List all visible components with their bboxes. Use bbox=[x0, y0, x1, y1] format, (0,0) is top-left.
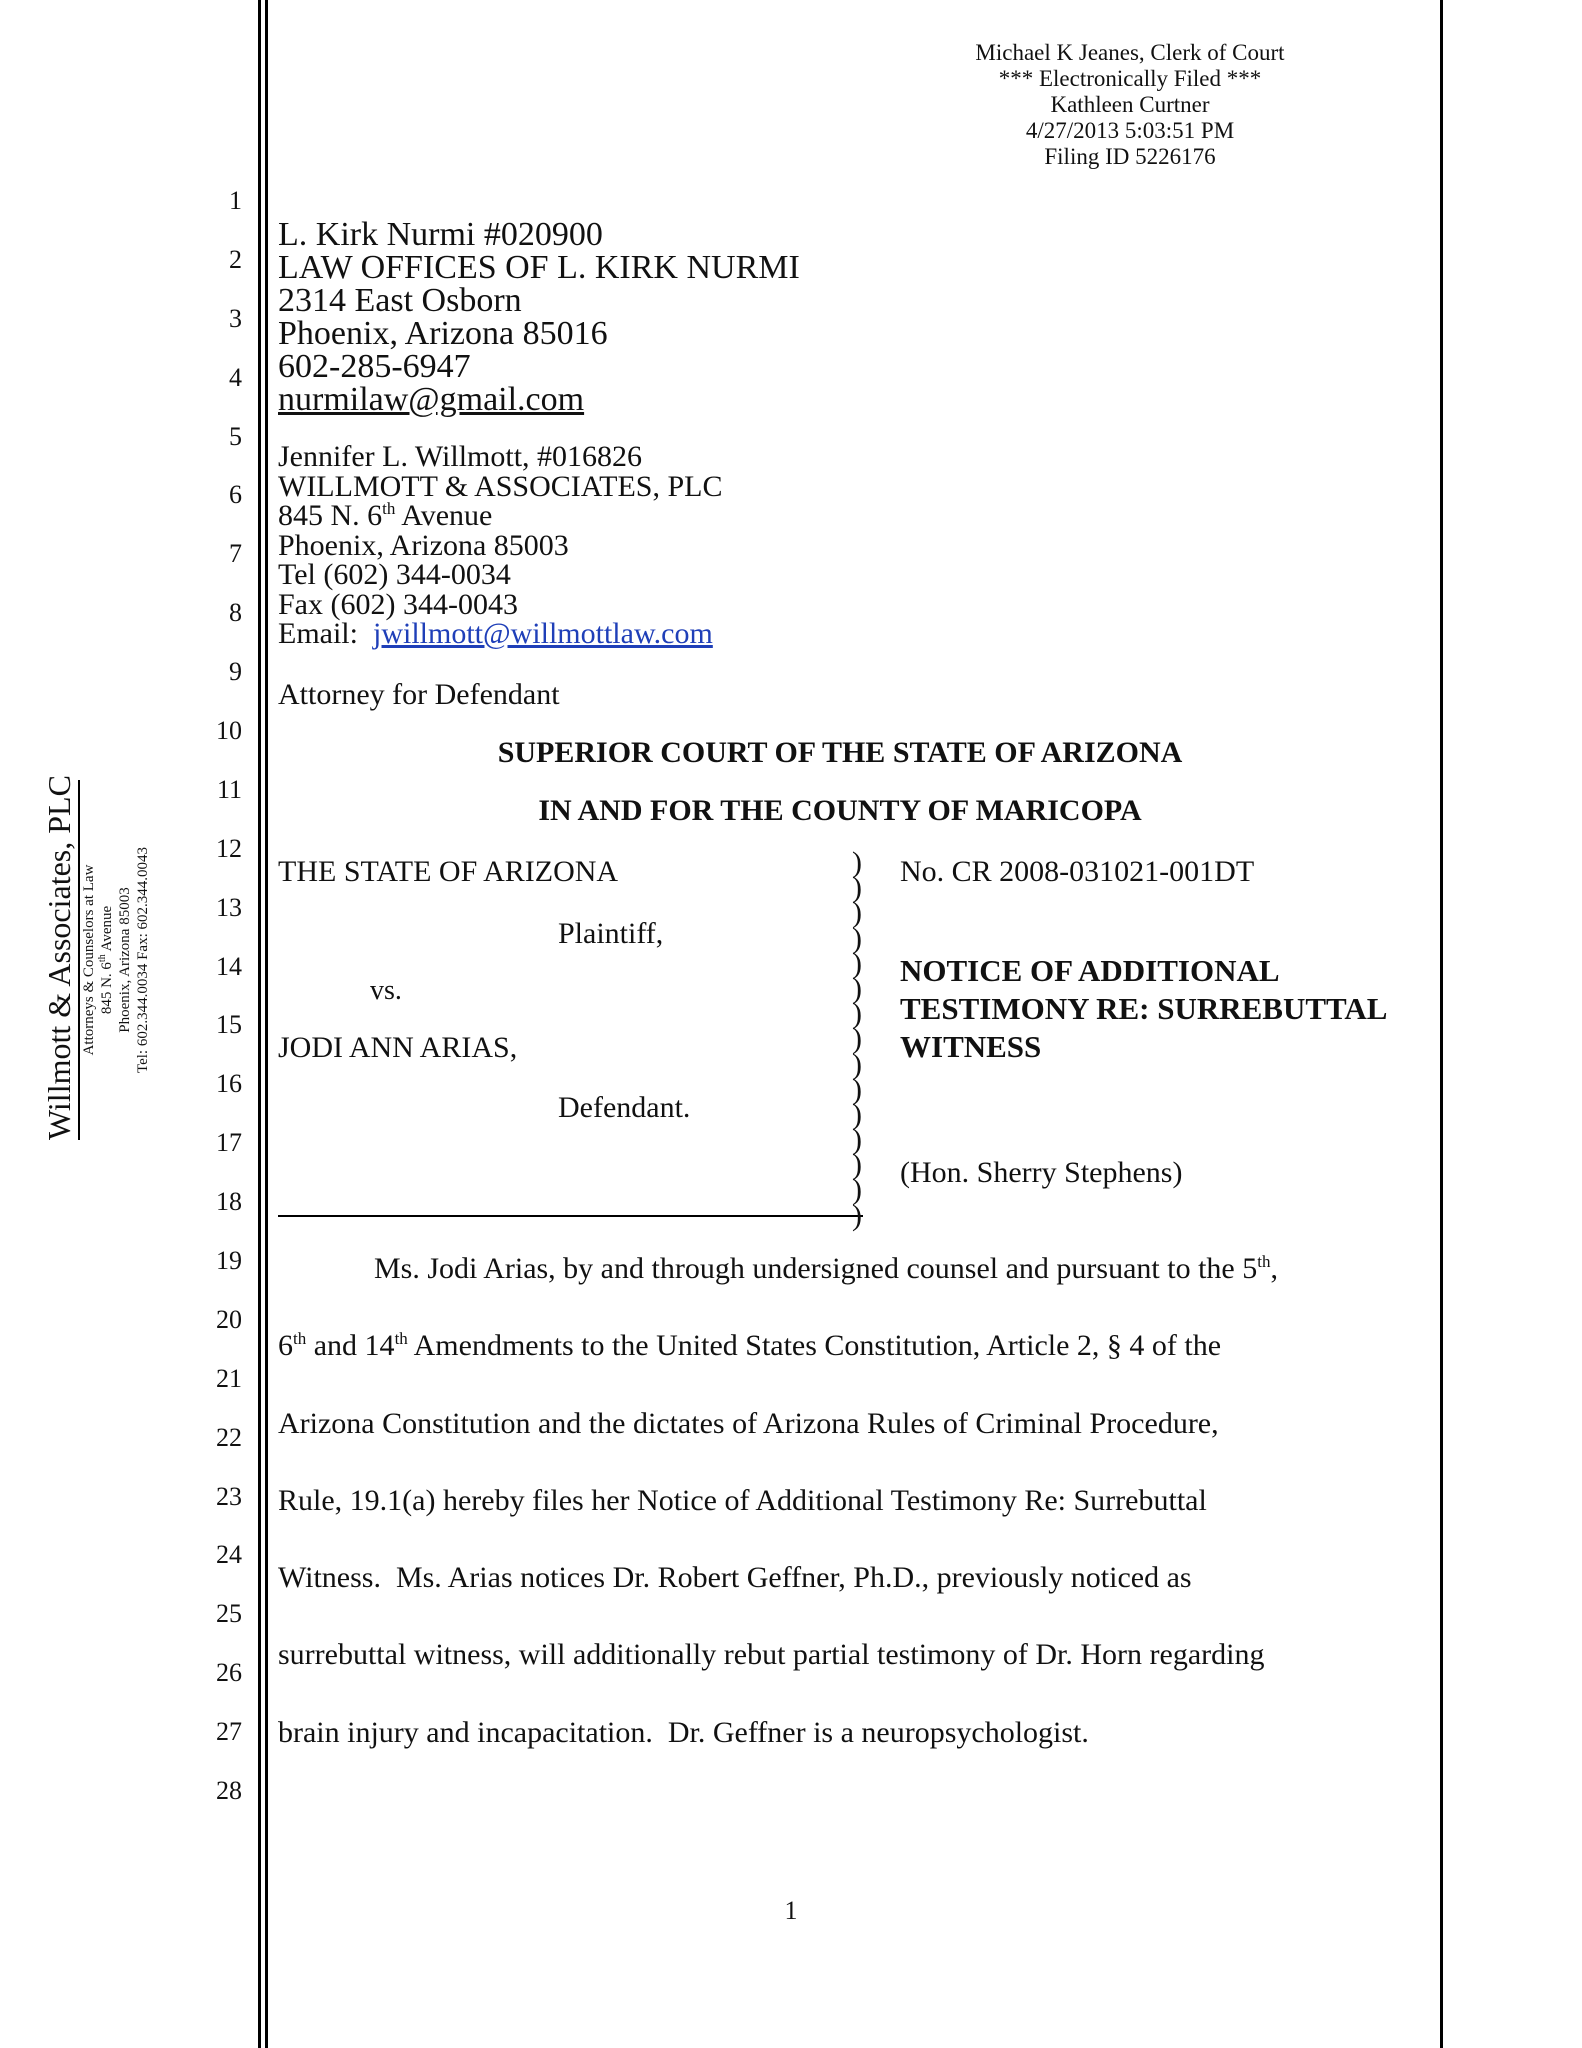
attorney2-firm: WILLMOTT & ASSOCIATES, PLC bbox=[278, 469, 723, 503]
case-number: No. CR 2008-031021-001DT bbox=[900, 855, 1255, 888]
line-number: 22 bbox=[216, 1422, 242, 1452]
line-number: 8 bbox=[229, 598, 242, 628]
body-line: Witness. Ms. Arias notices Dr. Robert Geffner, Ph.D., previously noticed as bbox=[278, 1561, 1192, 1595]
stamp-line: 4/27/2013 5:03:51 PM bbox=[1025, 118, 1235, 143]
caption-paren-column bbox=[852, 846, 862, 1232]
sidebar-address-street: Avenue bbox=[99, 905, 115, 955]
line-number: 5 bbox=[229, 421, 242, 451]
attorney2-street-rest: Avenue bbox=[395, 499, 493, 532]
caption-paren: ) bbox=[852, 1097, 862, 1131]
attorney1-phone: 602-285-6947 bbox=[278, 348, 471, 385]
plaintiff-party: THE STATE OF ARIZONA bbox=[278, 855, 619, 888]
line-numbers bbox=[186, 186, 242, 1835]
title-line: TESTIMONY RE: SURREBUTTAL bbox=[900, 991, 1388, 1026]
court-name: SUPERIOR COURT OF THE STATE OF ARIZONA bbox=[497, 736, 1183, 769]
line-number: 9 bbox=[229, 657, 242, 687]
attorney1-email-link[interactable]: nurmilaw@gmail.com bbox=[278, 381, 585, 418]
attorney-block-1 bbox=[278, 218, 800, 416]
caption-paren: ) bbox=[852, 946, 862, 980]
line-number: 17 bbox=[216, 1128, 242, 1158]
line-number: 10 bbox=[216, 716, 242, 746]
title-line: NOTICE OF ADDITIONAL bbox=[900, 953, 1280, 988]
sidebar-firm-name: Willmott & Associates, PLC bbox=[40, 780, 80, 1140]
caption-paren: ) bbox=[852, 846, 862, 879]
body-line: surrebuttal witness, will additionally rebut partial testimony of Dr. Horn regarding bbox=[278, 1638, 1265, 1672]
line-number: 11 bbox=[216, 774, 242, 804]
line-number: 1 bbox=[229, 186, 242, 215]
body-line bbox=[278, 1252, 1408, 1329]
line-number: 6 bbox=[229, 480, 242, 510]
line-number: 14 bbox=[216, 951, 242, 981]
line-number: 23 bbox=[216, 1481, 242, 1511]
line-number: 16 bbox=[216, 1069, 242, 1099]
attorney2-tel: Tel (602) 344-0034 bbox=[278, 558, 511, 591]
left-margin-rule-inner bbox=[265, 0, 268, 2048]
caption-paren: ) bbox=[852, 921, 862, 955]
stamp-line: Kathleen Curtner bbox=[1050, 92, 1210, 117]
caption-paren: ) bbox=[852, 896, 862, 930]
attorney2-street bbox=[278, 501, 722, 531]
right-margin-rule bbox=[1440, 0, 1443, 2048]
line-number: 20 bbox=[216, 1304, 242, 1334]
stamp-line: Michael K Jeanes, Clerk of Court bbox=[975, 40, 1285, 65]
caption-paren: ) bbox=[852, 1173, 862, 1207]
line-number: 15 bbox=[216, 1010, 242, 1040]
body-text: 6 bbox=[278, 1329, 293, 1363]
attorney2-email-link[interactable]: jwillmott@willmottlaw.com bbox=[372, 617, 713, 650]
line-number: 7 bbox=[229, 539, 242, 569]
filing-stamp bbox=[900, 40, 1360, 170]
line-number: 13 bbox=[216, 892, 242, 922]
line-number: 3 bbox=[229, 303, 242, 333]
caption-paren: ) bbox=[852, 971, 862, 1005]
line-number: 4 bbox=[229, 362, 242, 392]
caption-paren: ) bbox=[852, 1148, 862, 1182]
body-line: Arizona Constitution and the dictates of Arizona Rules of Criminal Procedure, bbox=[278, 1406, 1219, 1440]
body-text: Ms. Jodi Arias, by and through undersigned counsel and pursuant to the 5 bbox=[374, 1252, 1258, 1285]
attorney1-street: 2314 East Osborn bbox=[278, 282, 522, 319]
defendant-party: JODI ANN ARIAS, bbox=[278, 1031, 518, 1064]
court-county: IN AND FOR THE COUNTY OF MARICOPA bbox=[538, 794, 1142, 827]
body-sup: th bbox=[394, 1329, 408, 1349]
attorney2-email-row bbox=[278, 619, 722, 649]
line-number: 28 bbox=[216, 1776, 242, 1806]
page-number: 1 bbox=[784, 1896, 798, 1925]
line-number: 19 bbox=[216, 1246, 242, 1276]
body-text: , bbox=[1270, 1252, 1278, 1285]
line-number: 27 bbox=[216, 1717, 242, 1747]
body-text: and 14 bbox=[306, 1329, 395, 1363]
body-sup: th bbox=[293, 1329, 307, 1349]
stamp-line: Filing ID 5226176 bbox=[1044, 144, 1216, 169]
body-line: brain injury and incapacitation. Dr. Geffner is a neuropsychologist. bbox=[278, 1715, 1089, 1749]
document-title bbox=[900, 952, 1387, 1066]
left-margin-rule-outer bbox=[258, 0, 261, 2048]
attorney2-street-number: 845 N. 6 bbox=[278, 499, 383, 532]
attorney-for: Attorney for Defendant bbox=[278, 678, 560, 711]
body-paragraph bbox=[278, 1252, 1408, 1793]
attorney2-city: Phoenix, Arizona 85003 bbox=[278, 528, 569, 562]
attorney2-fax: Fax (602) 344-0043 bbox=[278, 587, 518, 621]
caption-paren: ) bbox=[852, 871, 862, 905]
caption-paren: ) bbox=[852, 1047, 862, 1081]
attorney1-name: L. Kirk Nurmi #020900 bbox=[278, 216, 603, 253]
line-number: 24 bbox=[216, 1540, 242, 1570]
plaintiff-label: Plaintiff, bbox=[558, 917, 664, 950]
body-sup: th bbox=[1257, 1252, 1271, 1271]
line-number: 18 bbox=[216, 1187, 242, 1217]
attorney1-office: LAW OFFICES OF L. KIRK NURMI bbox=[278, 249, 800, 286]
attorney2-email-label: Email: bbox=[278, 617, 373, 650]
caption-paren: ) bbox=[852, 1072, 862, 1106]
body-line: Rule, 19.1(a) hereby files her Notice of Additional Testimony Re: Surrebuttal bbox=[278, 1483, 1207, 1517]
sidebar-address-number: 845 N. 6 bbox=[99, 962, 115, 1015]
sidebar-city: Phoenix, Arizona 85003 bbox=[117, 887, 133, 1033]
attorney2-street-sup: th bbox=[382, 499, 396, 518]
line-number: 26 bbox=[216, 1658, 242, 1688]
firm-sidebar bbox=[40, 775, 152, 1140]
caption-paren: ) bbox=[852, 1022, 862, 1056]
line-number: 12 bbox=[216, 833, 242, 863]
attorney1-city: Phoenix, Arizona 85016 bbox=[278, 315, 608, 352]
attorney-block-2 bbox=[278, 442, 722, 649]
judge-name: (Hon. Sherry Stephens) bbox=[900, 1156, 1183, 1189]
body-text: Amendments to the United States Constitution, Article 2, § 4 of the bbox=[407, 1329, 1222, 1363]
title-line: WITNESS bbox=[900, 1029, 1042, 1064]
caption-underline bbox=[278, 1215, 863, 1217]
sidebar-tagline: Attorneys & Counselors at Law bbox=[81, 864, 97, 1056]
body-line bbox=[278, 1329, 1408, 1406]
line-number: 21 bbox=[216, 1363, 242, 1393]
caption-paren: ) bbox=[852, 997, 862, 1031]
versus-label: vs. bbox=[370, 975, 402, 1006]
line-number: 2 bbox=[229, 244, 242, 274]
caption-paren: ) bbox=[852, 1123, 862, 1157]
stamp-line: *** Electronically Filed *** bbox=[998, 66, 1262, 91]
sidebar-phone-fax: Tel: 602.344.0034 Fax: 602.344.0043 bbox=[135, 846, 151, 1074]
caption-paren: ) bbox=[852, 1198, 862, 1232]
attorney2-name: Jennifer L. Willmott, #016826 bbox=[278, 440, 643, 473]
sidebar-address bbox=[98, 780, 116, 1140]
defendant-label: Defendant. bbox=[558, 1091, 691, 1124]
line-number: 25 bbox=[216, 1599, 242, 1629]
sidebar-address-sup: th bbox=[97, 954, 108, 963]
